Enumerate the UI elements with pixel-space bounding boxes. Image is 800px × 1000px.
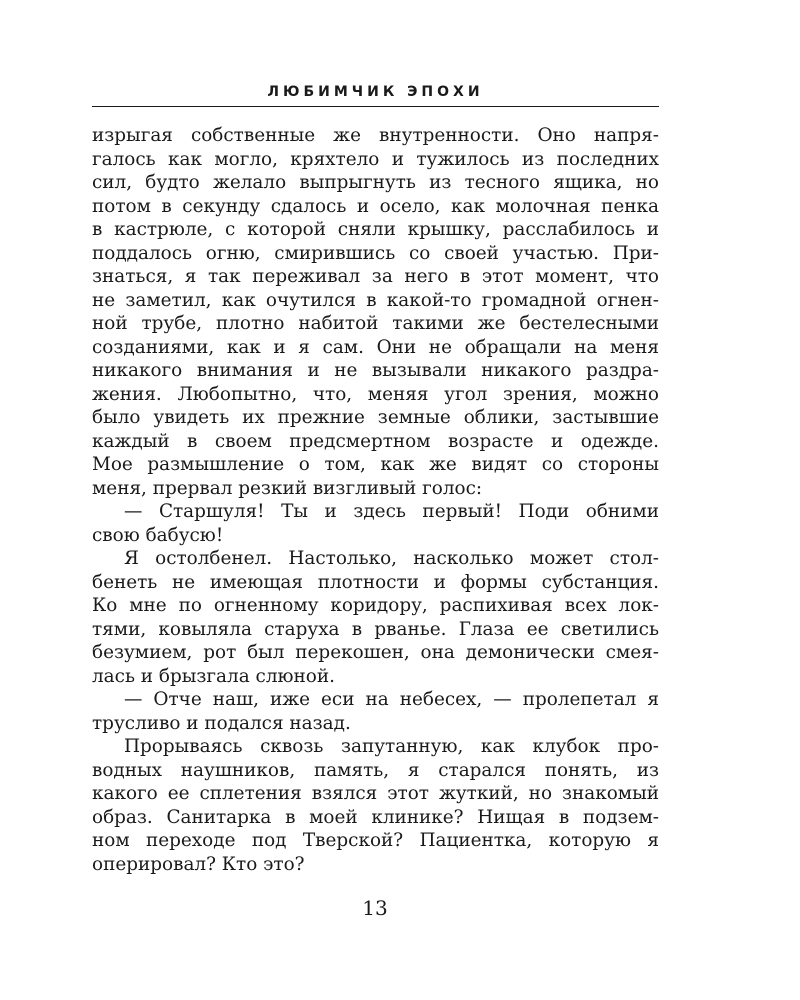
text-line: поддалось огню, смирившись со своей участью. При- <box>92 242 659 264</box>
text-line: потом в секунду сдалось и осело, как молочная пенка <box>92 195 659 217</box>
text-line: какого ее сплетения взялся этот жуткий, но знакомый <box>92 783 659 804</box>
text-line: галось как могло, кряхтело и тужилось из последних <box>92 148 659 170</box>
text-line: Я остолбенел. Настолько, насколько может стол- <box>124 548 659 569</box>
text-line: тями, ковыляла старуха в рванье. Глаза ее светились <box>92 618 659 640</box>
page-body-text <box>92 124 659 876</box>
text-line: знаться, я так переживал за него в этот момент, что <box>92 266 659 287</box>
text-line: — Отче наш, иже еси на небесех, — пролепетал я <box>124 689 659 710</box>
text-line: сил, будто желало выпрыгнуть из тесного ящика, но <box>92 172 659 193</box>
text-line: созданиями, как и я сам. Они не обращали на меня <box>92 336 659 358</box>
text-line: Мое размышление о том, как же видят со стороны <box>92 454 659 475</box>
text-line: — Старшуля! Ты и здесь первый! Поди обними <box>124 501 659 522</box>
text-line: было увидеть их прежние земные облики, застывшие <box>92 407 659 428</box>
text-line: не заметил, как очутился в какой-то громадной огнен- <box>92 289 659 311</box>
text-line: Прорываясь сквозь запутанную, как клубок про- <box>124 736 659 757</box>
text-line: меня, прервал резкий визгливый голос: <box>92 477 483 499</box>
running-head-title: ЛЮБИМЧИК ЭПОХИ <box>267 84 484 100</box>
header-divider <box>92 106 659 107</box>
text-line: лась и брызгала слюной. <box>92 665 335 687</box>
text-line: жения. Любопытно, что, меняя угол зрения, можно <box>92 383 659 405</box>
text-line: каждый в своем предсмертном возрасте и одежде. <box>92 430 659 452</box>
text-line: ном переходе под Тверской? Пациентка, которую я <box>92 830 659 851</box>
text-line: водных наушников, память, я старался понять, из <box>92 759 659 781</box>
text-line: Ко мне по огненному коридору, распихивая всех лок- <box>92 595 659 616</box>
text-line: в кастрюле, с которой сняли крышку, расслабилось и <box>92 219 659 240</box>
text-line: образ. Санитарка в моей клинике? Нищая в подзем- <box>92 806 659 828</box>
text-line: трусливо и подался назад. <box>92 712 351 734</box>
text-line: бенеть не имеющая плотности и формы субстанция. <box>92 571 659 593</box>
text-line: безумием, рот был перекошен, она демонически смея- <box>92 642 659 663</box>
text-line: оперировал? Кто это? <box>92 853 305 875</box>
text-line: никакого внимания и не вызывали никакого раздра- <box>92 360 659 381</box>
text-line: изрыгая собственные же внутренности. Оно напря- <box>92 125 659 146</box>
text-line: ной трубе, плотно набитой такими же бестелесными <box>92 313 659 334</box>
text-line: свою бабусю! <box>92 524 224 546</box>
page-number: 13 <box>362 896 388 920</box>
